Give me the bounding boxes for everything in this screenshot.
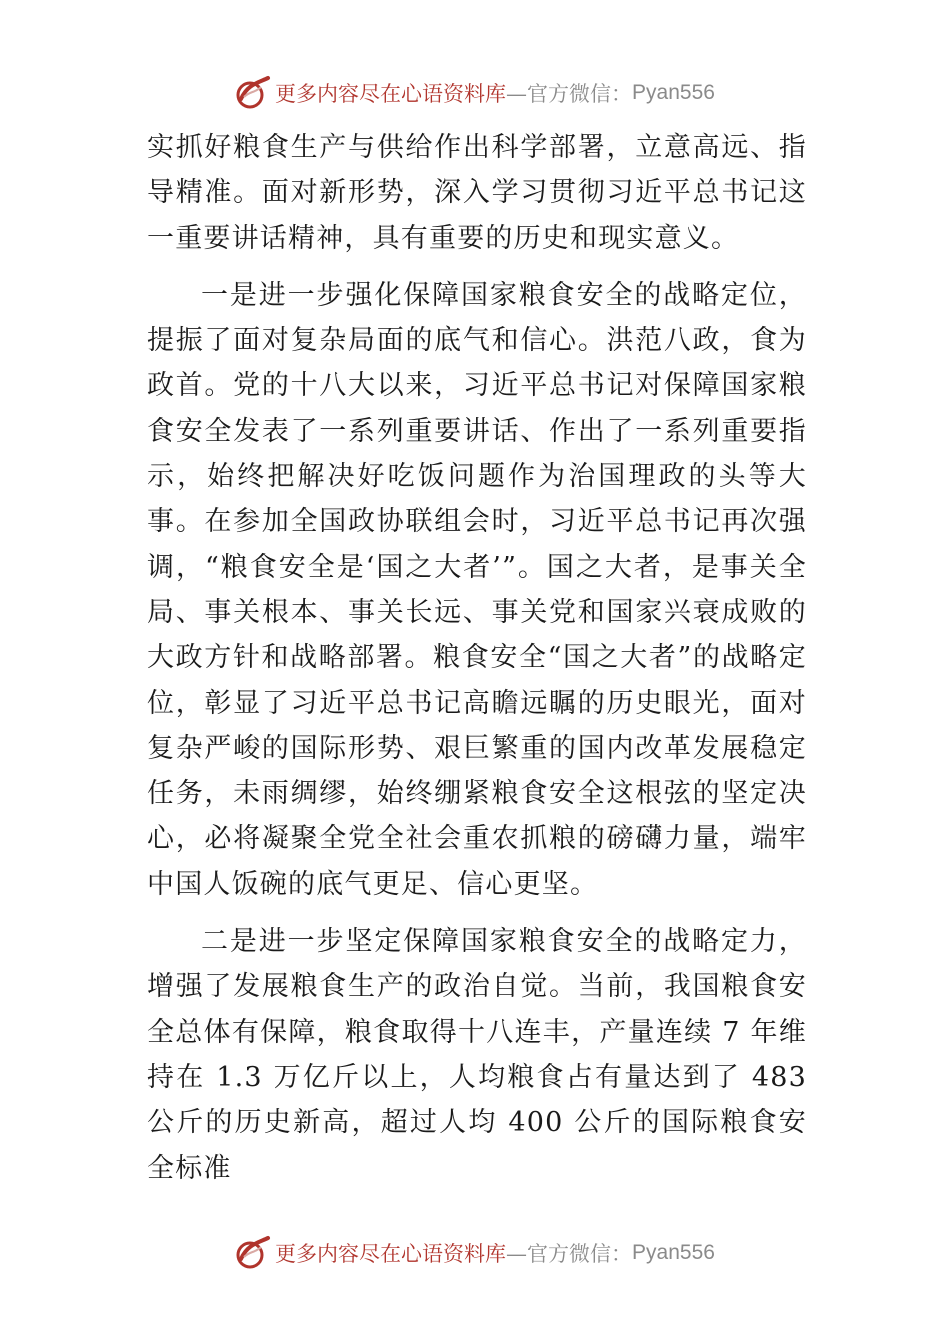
body-paragraph: 二是进一步坚定保障国家粮食安全的战略定力，增强了发展粮食生产的政治自觉。当前，我国粮食安全总体有保障，粮食取得十八连丰，产量连续 7 年维持在 1.3 万亿斤以上，人均粮食占有量达到了 483 公斤的历史新高，超过人均 400 公斤的国际粮食安全标准 xyxy=(147,926,807,1184)
watermark-library-text: 更多内容尽在心语资料库 xyxy=(275,82,507,106)
body-paragraph: 实抓好粮食生产与供给作出科学部署，立意高远、指导精准。面对新形势，深入学习贯彻习近平总书记这一重要讲话精神，具有重要的历史和现实意义。 xyxy=(147,132,807,254)
watermark-library-text: 更多内容尽在心语资料库 xyxy=(275,1242,507,1266)
brush-logo-icon xyxy=(235,1235,271,1271)
watermark-wechat-label: —官方微信： xyxy=(506,82,633,106)
body-paragraph: 一是进一步强化保障国家粮食安全的战略定位，提振了面对复杂局面的底气和信心。洪范八政，食为政首。党的十八大以来，习近平总书记对保障国家粮食安全发表了一系列重要讲话、作出了一系列重要指示，始终把解决好吃饭问题作为治国理政的头等大事。在参加全国政协联组会时，习近平总书记再次强调，“粮食安全是‘国之大者’”。国之大者，是事关全局、事关根本、事关长远、事关党和国家兴衰成败的大政方针和战略部署。粮食安全“国之大者”的战略定位，彰显了习近平总书记高瞻远瞩的历史眼光，面对复杂严峻的国际形势、艰巨繁重的国内改革发展稳定任务，未雨绸缪，始终绷紧粮食安全这根弦的坚定决心，必将凝聚全党全社会重农抓粮的磅礴力量，端牢中国人饭碗的底气更足、信心更坚。 xyxy=(147,279,807,900)
footer-watermark xyxy=(0,1233,950,1273)
watermark-wechat-id: Pyan556 xyxy=(632,1241,715,1264)
brush-logo-icon xyxy=(235,75,271,111)
watermark-wechat-id: Pyan556 xyxy=(632,81,715,104)
header-watermark xyxy=(0,73,950,113)
watermark-wechat-label: —官方微信： xyxy=(506,1242,633,1266)
document-body xyxy=(147,125,807,1203)
